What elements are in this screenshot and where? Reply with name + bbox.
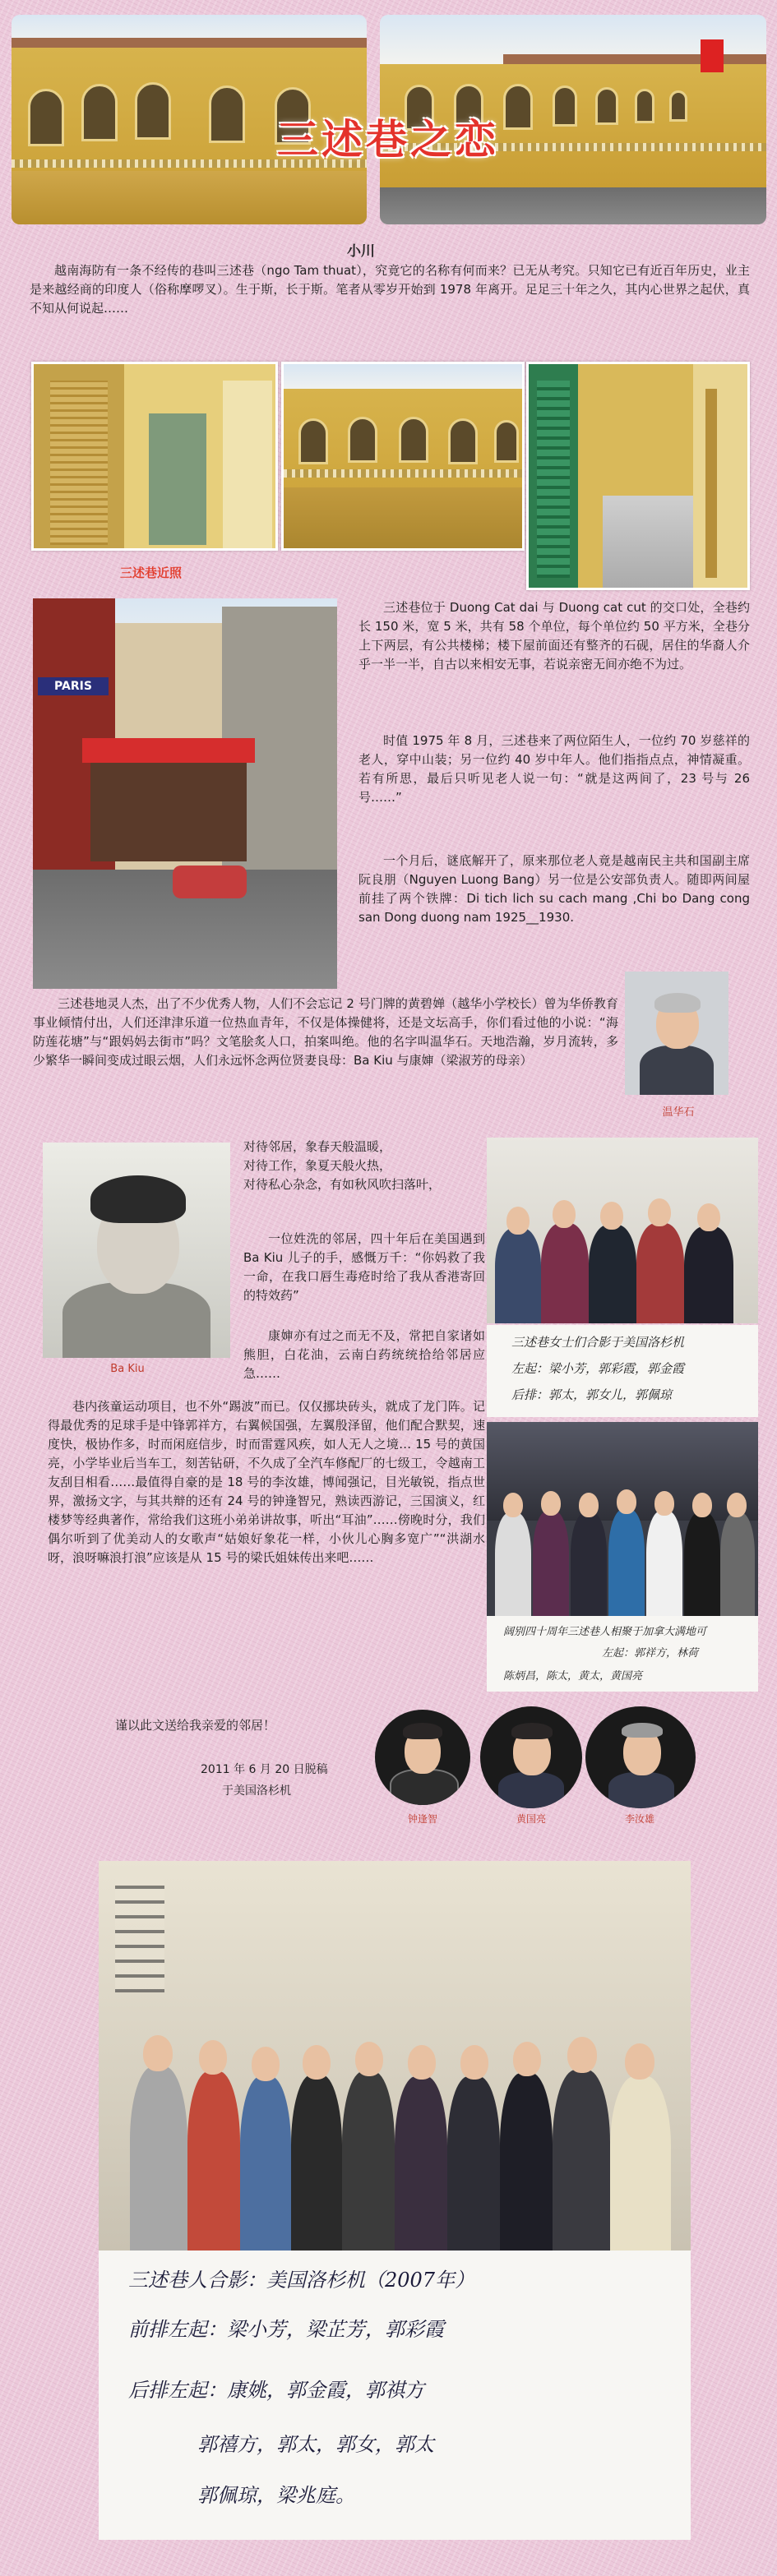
group-photo-canada (487, 1422, 758, 1616)
group-photo-women-note (487, 1325, 758, 1417)
month-later-paragraph (358, 852, 750, 927)
kang-text: 康婶亦有过之而无不及，常把自家诸如熊胆，白花油，云南白药统统拾给邻居应急…… (243, 1328, 485, 1381)
group-note-line2: 前排左起：梁小芳，梁芷芳，郭彩霞 (128, 2318, 444, 2341)
group-photo-women (487, 1138, 758, 1323)
note1-line2: 左起：梁小芳，郭彩霞，郭金霞 (511, 1361, 685, 1376)
recent-photos-caption: 三述巷近照 (120, 566, 183, 580)
ba-kiu-text: 一位姓洗的邻居，四十年后在美国遇到 Ba Kiu 儿子的手，感慨万千：“你妈救了我一命，在我口唇生毒疮时给了我从香港寄回的特效药” (243, 1231, 485, 1303)
poem-block (243, 1138, 485, 1194)
talent-text: 三述巷地灵人杰，出了不少优秀人物，人们不会忘记 2 号门牌的黄碧婵（越华小学校长）曾为华侨教育事业倾情付出，人们还津津乐道一位热血青年，不仅是体操健将，还是文坛高手，你们看过他的小说：“海防莲花塘”与“跟妈妈去街市”吗？文笔脍炙人口，拍案叫绝。他的名字叫温华石。天地浩瀚，岁月流转，多少繁华一瞬间变成过眼云烟，人们永远怀念两位贤妻良母：Ba Kiu 与康婶（梁淑芳的母亲） (33, 996, 618, 1068)
page-title: 三述巷之恋 (277, 115, 499, 164)
note2-line1: 阔别四十周年三述巷人相聚于加拿大满地可 (503, 1626, 707, 1638)
caption-ba-kiu: Ba Kiu (110, 1363, 145, 1375)
portrait-wen-huashi (625, 972, 728, 1095)
place-text: 于美国洛杉机 (222, 1784, 291, 1798)
portrait-li-ruxiong (585, 1706, 696, 1808)
month-later-text: 一个月后，谜底解开了，原来那位老人竟是越南民主共和国副主席阮良朋（Nguyen Luong Bang）另一位是公安部负责人。随即两间屋前挂了两个铁牌：Di tich lich su cach mang ,Chi bo Dang cong san Dong duong nam 1925__1930. (358, 853, 750, 925)
group-photo-canada-note (487, 1616, 758, 1692)
poem-line-2: 对待工作，象夏天般火热， (243, 1158, 392, 1173)
poem-line-3: 对待私心杂念，有如秋风吹扫落叶， (243, 1177, 442, 1192)
group-note-line1: 三述巷人合影：美国洛杉机（2007年） (128, 2269, 475, 2292)
dedication-text: 谨以此文送给我亲爱的邻居！ (115, 1718, 276, 1733)
caption-huang-guoliang: 黄国亮 (516, 1813, 546, 1825)
games-paragraph (48, 1397, 485, 1567)
year-1975-text: 时值 1975 年 8 月，三述巷来了两位陌生人，一位约 70 岁慈祥的老人，穿中山装；另一位约 40 岁中年人。他们指指点点，神情凝重。若有所思，最后只听见老人说一句：“就是这两间了，23 号与 26 号……” (358, 733, 750, 805)
year-1975-paragraph (358, 732, 750, 807)
place-line (222, 1782, 403, 1801)
big-group-photo (99, 1861, 691, 2251)
caption-wen-huashi: 温华石 (662, 1106, 695, 1119)
group-note-line4: 郭禧方，郭太，郭女，郭太 (197, 2433, 434, 2456)
ba-kiu-paragraph (243, 1230, 485, 1305)
recent-photo-stairwell (31, 362, 278, 551)
poem-line-1: 对待邻居，象春天般温暖， (243, 1139, 392, 1154)
games-text: 巷内孩童运动项目，也不外“踢波”而已。仅仅挪块砖头，就成了龙门阵。记得最优秀的足球手是中锋郭祥方，右翼候国强，左翼殷泽留，他们配合默契，速度快，极协作多，时而闲庭信步，时而雷霆风疾，如人无人之境… 15 号的黄国亮，小学毕业后当车工，刻苦钻研，不久成了全汽车修配厂的七级工，令越南工友刮目相看……最值得自豪的是 18 号的李汝雄，博闻强记，目光敏锐，指点世界，激扬文字，与其共辩的还有 24 号的钟逢智兄，熟读西游记，三国演义，红楼梦等经典著作，常给我们这班小弟弟讲故事，听出“耳油”……傍晚时分，我们偶尔听到了优美动人的女歌声“姑娘好象花一样，小伙儿心胸多宽广”“洪湖水呀，浪呀嘛浪打浪”应该是从 15 号的梁氏姐妹传出来吧…… (48, 1399, 485, 1565)
street-photo (33, 598, 337, 989)
group-note-line5: 郭佩琼，梁兆庭。 (197, 2484, 355, 2507)
note1-line3: 后排：郭太，郭女儿，郭佩琼 (511, 1387, 673, 1402)
portrait-ba-kiu (43, 1143, 230, 1358)
recent-photo-facade (281, 362, 525, 551)
portrait-zhong-fengzhi (375, 1710, 470, 1805)
note1-line1: 三述巷女士们合影于美国洛杉机 (511, 1335, 685, 1350)
note2-line2: 左起：郭祥方，林荷 (602, 1647, 699, 1660)
big-group-note (99, 2251, 691, 2540)
dateline-text: 2011 年 6 月 20 日脱稿 (201, 1763, 328, 1776)
recent-photo-corridor (526, 362, 750, 590)
talent-paragraph (33, 995, 618, 1070)
intro-text: 越南海防有一条不经传的巷叫三述巷（ngo Tam thuat），究竟它的名称有何而来？已无从考究。只知它已有近百年历史，业主是来越经商的印度人（俗称摩啰叉）。生于斯，长于斯。笔者从零岁开始到 1978 年离开。足足三十年之久，其内心世界之起伏，真不知从何说起…… (30, 263, 750, 316)
caption-zhong-fengzhi: 钟逢智 (407, 1813, 437, 1825)
location-paragraph (358, 598, 750, 674)
intro-paragraph (30, 261, 750, 318)
shop-sign: PARIS (38, 677, 109, 695)
caption-li-ruxiong: 李汝雄 (624, 1813, 654, 1825)
kang-paragraph (243, 1327, 485, 1383)
note2-line3: 陈炳昌，陈太，黄太，黄国亮 (503, 1670, 643, 1683)
portrait-huang-guoliang (480, 1706, 582, 1808)
group-note-line3: 后排左起：康姚，郭金霞，郭祺方 (128, 2379, 424, 2402)
location-text: 三述巷位于 Duong Cat dai 与 Duong cat cut 的交口处，全巷约长 150 米，宽 5 米，共有 58 个单位，每个单位约 50 平方米，全巷分上下两层，有公共楼梯；楼下屋前面还有整齐的石砚，居住的华裔人介乎一半一半，自古以来相安无事，若说亲密无间亦绝不为过。 (358, 600, 750, 672)
author-name: 小川 (347, 243, 375, 260)
